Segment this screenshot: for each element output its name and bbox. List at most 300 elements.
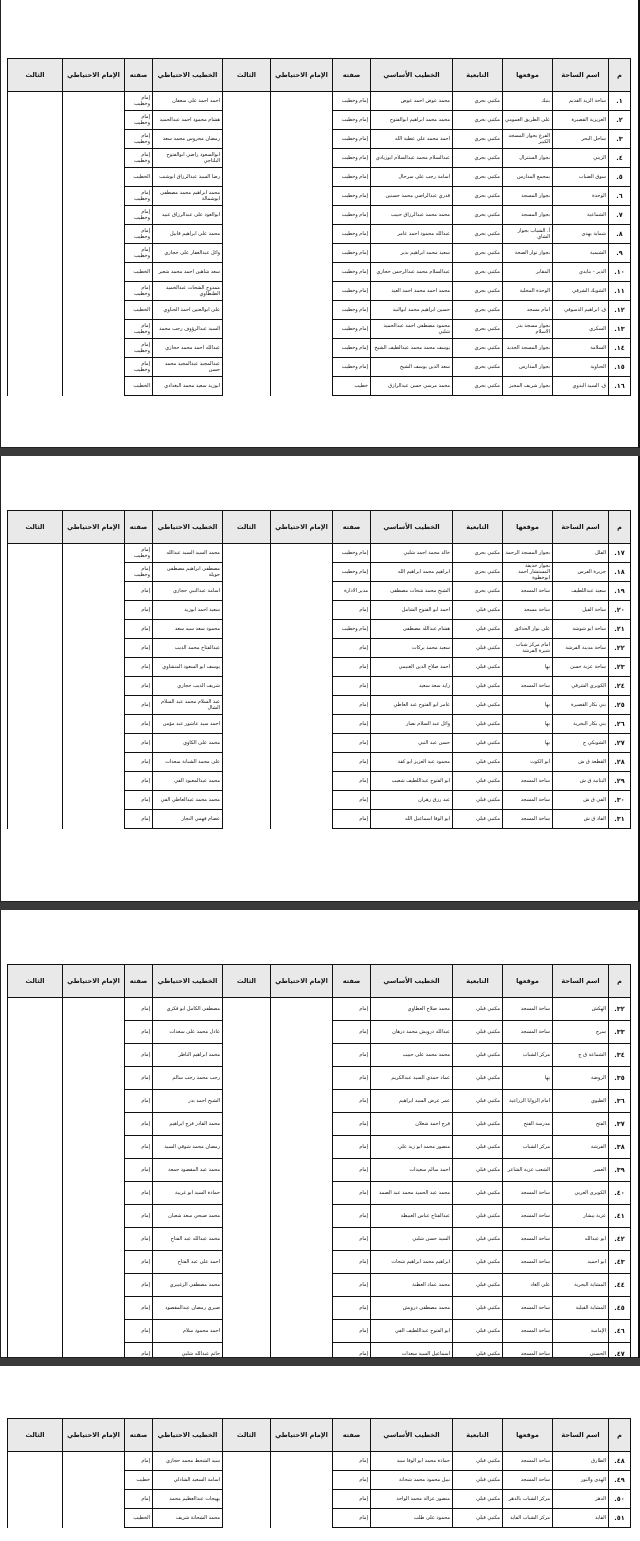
- preacher-status-cell: إمام: [333, 1509, 371, 1528]
- row-number-cell: ٤٧.: [609, 1343, 631, 1366]
- empty-cell: [8, 998, 63, 1021]
- mosque-name-cell: البتانية ق ش: [553, 772, 609, 791]
- backup-status-cell: إمام وخطيب: [125, 225, 153, 244]
- mosque-name-cell: عزبة بيشار: [553, 1205, 609, 1228]
- table-row: [8, 677, 631, 696]
- empty-cell: [223, 1452, 271, 1471]
- table-row: [8, 187, 631, 206]
- row-number-cell: ١.: [609, 92, 631, 111]
- empty-cell: [63, 1159, 125, 1182]
- empty-cell: [223, 1509, 271, 1528]
- location-cell: ساحة المسجد: [503, 677, 553, 696]
- empty-cell: [63, 998, 125, 1021]
- location-cell: مركز الشباب: [503, 1136, 553, 1159]
- preacher-status-cell: إمام: [333, 601, 371, 620]
- empty-cell: [8, 339, 63, 358]
- empty-cell: [271, 639, 333, 658]
- empty-cell: [8, 206, 63, 225]
- column-header-third1: الثالث: [223, 965, 271, 998]
- main-preacher-cell: حمادة محمد ابو الوفا سيد: [371, 1452, 453, 1471]
- backup-status-cell: إمام وخطيب: [125, 111, 153, 130]
- affiliation-cell: مكتبي قبلي: [453, 1320, 503, 1343]
- row-number-cell: ٣٥.: [609, 1067, 631, 1090]
- location-cell: بجوار مسجد بدر الاسلام: [503, 320, 553, 339]
- main-preacher-cell: حسين ابراهيم محمد ابوالنيد: [371, 301, 453, 320]
- main-preacher-cell: محمود مصطفى احمد عبدالحميد شلبي: [371, 320, 453, 339]
- empty-cell: [271, 1021, 333, 1044]
- row-number-cell: ٣١.: [609, 810, 631, 829]
- table-row: [8, 206, 631, 225]
- mosque-name-cell: ابو عبدالله: [553, 1228, 609, 1251]
- location-cell: بجوار المسجد الجديد: [503, 339, 553, 358]
- empty-cell: [8, 111, 63, 130]
- backup-status-cell: إمام وخطيب: [125, 206, 153, 225]
- row-number-cell: ٣٣.: [609, 1021, 631, 1044]
- location-cell: ساحة المسجد: [503, 791, 553, 810]
- preacher-status-cell: إمام: [333, 1297, 371, 1320]
- assignment-table-page-1: [7, 58, 631, 396]
- table-row: [8, 582, 631, 601]
- empty-cell: [8, 225, 63, 244]
- backup-preacher-cell: محمد القادر فرج ابراهيم: [153, 1113, 223, 1136]
- row-number-cell: ٣٨.: [609, 1136, 631, 1159]
- backup-status-cell: إمام: [125, 639, 153, 658]
- backup-preacher-cell: محمد صبحي سعد شعبان: [153, 1205, 223, 1228]
- table-row: [8, 772, 631, 791]
- preacher-status-cell: إمام: [333, 1274, 371, 1297]
- backup-status-cell: إمام: [125, 1113, 153, 1136]
- page-gap: [0, 902, 640, 910]
- empty-cell: [63, 772, 125, 791]
- empty-cell: [223, 320, 271, 339]
- empty-cell: [63, 1251, 125, 1274]
- empty-cell: [271, 92, 333, 111]
- row-number-cell: ٤٣.: [609, 1251, 631, 1274]
- affiliation-cell: مكتبي بحري: [453, 301, 503, 320]
- backup-status-cell: إمام وخطيب: [125, 282, 153, 301]
- location-cell: على الغاد: [503, 1274, 553, 1297]
- empty-cell: [223, 620, 271, 639]
- preacher-status-cell: إمام: [333, 1067, 371, 1090]
- empty-cell: [223, 377, 271, 396]
- column-header-third2: الثالث: [8, 59, 63, 92]
- affiliation-cell: مكتبي قبلي: [453, 1182, 503, 1205]
- backup-preacher-cell: رجب محمد رجب سالم: [153, 1067, 223, 1090]
- empty-cell: [223, 244, 271, 263]
- preacher-status-cell: إمام: [333, 1113, 371, 1136]
- mosque-name-cell: العزيزية القصيرة: [553, 111, 609, 130]
- location-cell: ساحة المسجد: [503, 1228, 553, 1251]
- empty-cell: [8, 696, 63, 715]
- column-header-third1: الثالث: [223, 511, 271, 544]
- affiliation-cell: مكتبي بحري: [453, 339, 503, 358]
- empty-cell: [223, 1228, 271, 1251]
- backup-preacher-cell: محمود سعد سيد سعد: [153, 620, 223, 639]
- empty-cell: [223, 582, 271, 601]
- row-number-cell: ٥٠.: [609, 1490, 631, 1509]
- location-cell: بها: [503, 696, 553, 715]
- empty-cell: [63, 377, 125, 396]
- preacher-status-cell: إمام: [333, 791, 371, 810]
- preacher-status-cell: إمام: [333, 734, 371, 753]
- main-preacher-cell: محمد مصطفى درويش: [371, 1297, 453, 1320]
- preacher-status-cell: إمام: [333, 1471, 371, 1490]
- mosque-name-cell: سعيد عبداللطيف: [553, 582, 609, 601]
- empty-cell: [223, 358, 271, 377]
- backup-status-cell: إمام وخطيب: [125, 358, 153, 377]
- empty-cell: [223, 1205, 271, 1228]
- row-number-cell: ٢.: [609, 111, 631, 130]
- main-preacher-cell: زايد سعد سعيد: [371, 677, 453, 696]
- main-preacher-cell: محمد مرسي حسن عبدالرازق: [371, 377, 453, 396]
- backup-preacher-cell: رضا السيد عبدالرزاق ابوشنب: [153, 168, 223, 187]
- table-row: [8, 111, 631, 130]
- empty-cell: [223, 1090, 271, 1113]
- empty-cell: [271, 601, 333, 620]
- table-row: [8, 601, 631, 620]
- empty-cell: [223, 1320, 271, 1343]
- empty-cell: [8, 734, 63, 753]
- empty-cell: [8, 1090, 63, 1113]
- main-preacher-cell: محمد عماد العطنة: [371, 1274, 453, 1297]
- empty-cell: [8, 168, 63, 187]
- location-cell: بها: [503, 658, 553, 677]
- empty-cell: [8, 1509, 63, 1528]
- table-header-row: [8, 1419, 631, 1452]
- row-number-cell: ١٣.: [609, 320, 631, 339]
- backup-preacher-cell: على محمد الشبانة سعدات: [153, 753, 223, 772]
- empty-cell: [223, 225, 271, 244]
- mosque-name-cell: الشوبك الشرقي: [553, 282, 609, 301]
- main-preacher-cell: ابو الفتوح عبداللطيف شعيب: [371, 772, 453, 791]
- mosque-name-cell: القطعة ق ش: [553, 753, 609, 772]
- location-cell: بها: [503, 715, 553, 734]
- main-preacher-cell: احمد ابو الفتوح الشامل: [371, 601, 453, 620]
- location-cell: ساحة المسجد: [503, 1182, 553, 1205]
- empty-cell: [63, 639, 125, 658]
- mosque-name-cell: الحسنى: [553, 1343, 609, 1366]
- affiliation-cell: مكتبي قبلي: [453, 810, 503, 829]
- table-row: [8, 563, 631, 582]
- backup-preacher-cell: بهيجات عبدالعظيم محمد: [153, 1490, 223, 1509]
- column-header-imam1: الإمام الاحتياطي: [271, 59, 333, 92]
- empty-cell: [223, 1021, 271, 1044]
- affiliation-cell: مكتبي قبلي: [453, 1297, 503, 1320]
- affiliation-cell: مكتبي قبلي: [453, 658, 503, 677]
- backup-status-cell: الخطيب: [125, 263, 153, 282]
- main-preacher-cell: ابراهيم محمد ابراهيم شحات: [371, 1251, 453, 1274]
- empty-cell: [271, 677, 333, 696]
- row-number-cell: ٢٩.: [609, 772, 631, 791]
- backup-preacher-cell: حمادة السيد ابو غريبة: [153, 1182, 223, 1205]
- empty-cell: [63, 149, 125, 168]
- empty-cell: [271, 791, 333, 810]
- row-number-cell: ٢٦.: [609, 715, 631, 734]
- row-number-cell: ٨.: [609, 225, 631, 244]
- empty-cell: [8, 1228, 63, 1251]
- table-row: [8, 92, 631, 111]
- assignment-table-page-3: [7, 964, 631, 1366]
- row-number-cell: ١٢.: [609, 301, 631, 320]
- backup-status-cell: إمام: [125, 582, 153, 601]
- affiliation-cell: مكتبي قبلي: [453, 1452, 503, 1471]
- affiliation-cell: مكتبي قبلي: [453, 1021, 503, 1044]
- table-row: [8, 998, 631, 1021]
- empty-cell: [63, 677, 125, 696]
- affiliation-cell: مكتبي قبلي: [453, 1343, 503, 1366]
- empty-cell: [63, 753, 125, 772]
- location-cell: المقابر: [503, 263, 553, 282]
- empty-cell: [271, 696, 333, 715]
- backup-status-cell: إمام: [125, 658, 153, 677]
- preacher-status-cell: إمام وخطيب: [333, 187, 371, 206]
- empty-cell: [223, 92, 271, 111]
- table-row: [8, 1490, 631, 1509]
- backup-preacher-cell: مصطفى ابراهيم مصطفى حويلة: [153, 563, 223, 582]
- row-number-cell: ٤٩.: [609, 1471, 631, 1490]
- column-header-imam2: الإمام الاحتياطي: [63, 511, 125, 544]
- empty-cell: [63, 301, 125, 320]
- table-row: [8, 1251, 631, 1274]
- row-number-cell: ٣.: [609, 130, 631, 149]
- backup-status-cell: الخطيب: [125, 1509, 153, 1528]
- affiliation-cell: مكتبي قبلي: [453, 791, 503, 810]
- empty-cell: [271, 1044, 333, 1067]
- empty-cell: [63, 734, 125, 753]
- column-header-location: موقعها: [503, 511, 553, 544]
- document-page-1: [0, 0, 640, 448]
- empty-cell: [223, 1297, 271, 1320]
- empty-cell: [223, 658, 271, 677]
- assignment-table-page-4: [7, 1418, 631, 1528]
- backup-preacher-cell: رمضان محمد شوقي السيد: [153, 1136, 223, 1159]
- empty-cell: [271, 149, 333, 168]
- column-header-main-preacher: الخطيب الأساسي: [371, 965, 453, 998]
- location-cell: بها: [503, 1067, 553, 1090]
- row-number-cell: ١٩.: [609, 582, 631, 601]
- row-number-cell: ٤٠.: [609, 1182, 631, 1205]
- table-row: [8, 1205, 631, 1228]
- column-header-num: م: [609, 1419, 631, 1452]
- empty-cell: [63, 1067, 125, 1090]
- main-preacher-cell: محمد محمد على حبيب: [371, 1044, 453, 1067]
- preacher-status-cell: إمام وخطيب: [333, 320, 371, 339]
- empty-cell: [63, 111, 125, 130]
- affiliation-cell: مكتبي قبلي: [453, 601, 503, 620]
- mosque-name-cell: ساحة ابو شوشة: [553, 620, 609, 639]
- backup-preacher-cell: حاتم عبدالله شلبي: [153, 1343, 223, 1366]
- empty-cell: [8, 1274, 63, 1297]
- main-preacher-cell: ابو الوفا اسماعيل الله: [371, 810, 453, 829]
- row-number-cell: ٤٨.: [609, 1452, 631, 1471]
- empty-cell: [63, 282, 125, 301]
- empty-cell: [223, 1113, 271, 1136]
- mosque-name-cell: الروضة: [553, 1067, 609, 1090]
- main-preacher-cell: ابراهيم محمد ابراهيم الله: [371, 563, 453, 582]
- backup-status-cell: الخطيب: [125, 377, 153, 396]
- empty-cell: [63, 1228, 125, 1251]
- mosque-name-cell: بني بكار البحرية: [553, 715, 609, 734]
- location-cell: بنيك: [503, 92, 553, 111]
- backup-status-cell: إمام: [125, 696, 153, 715]
- empty-cell: [223, 149, 271, 168]
- row-number-cell: ١٨.: [609, 563, 631, 582]
- location-cell: أ. الشباب بجوار الشاي: [503, 225, 553, 244]
- affiliation-cell: مكتبي قبلي: [453, 639, 503, 658]
- column-header-affiliation: التابعية: [453, 965, 503, 998]
- row-number-cell: ٢٣.: [609, 658, 631, 677]
- backup-status-cell: إمام: [125, 1044, 153, 1067]
- empty-cell: [63, 1320, 125, 1343]
- backup-preacher-cell: ابوزيد سعيد محمد البغدادي: [153, 377, 223, 396]
- backup-status-cell: إمام: [125, 1320, 153, 1343]
- column-header-status1: صفته: [333, 59, 371, 92]
- backup-status-cell: إمام: [125, 1136, 153, 1159]
- row-number-cell: ٦.: [609, 187, 631, 206]
- mosque-name-cell: ساحة مدينة الفرشة: [553, 639, 609, 658]
- main-preacher-cell: محمود عبد العزيز ابو كفة: [371, 753, 453, 772]
- empty-cell: [223, 1067, 271, 1090]
- empty-cell: [271, 810, 333, 829]
- row-number-cell: ٢٧.: [609, 734, 631, 753]
- empty-cell: [271, 301, 333, 320]
- table-header-row: [8, 511, 631, 544]
- location-cell: ساحة مسجد: [503, 601, 553, 620]
- backup-status-cell: إمام وخطيب: [125, 187, 153, 206]
- empty-cell: [271, 320, 333, 339]
- empty-cell: [63, 1182, 125, 1205]
- preacher-status-cell: إمام وخطيب: [333, 282, 371, 301]
- mosque-name-cell: سرج: [553, 1021, 609, 1044]
- table-row: [8, 544, 631, 563]
- empty-cell: [223, 1471, 271, 1490]
- column-header-status2: صفته: [125, 511, 153, 544]
- mosque-name-cell: العسر: [553, 1159, 609, 1182]
- column-header-imam2: الإمام الاحتياطي: [63, 1419, 125, 1452]
- affiliation-cell: مكتبي قبلي: [453, 1274, 503, 1297]
- main-preacher-cell: عبدالفتاح عباس العبيطة: [371, 1205, 453, 1228]
- preacher-status-cell: إمام: [333, 677, 371, 696]
- row-number-cell: ٤.: [609, 149, 631, 168]
- table-row: [8, 639, 631, 658]
- mosque-name-cell: ابو احميد: [553, 1251, 609, 1274]
- affiliation-cell: مكتبي بحري: [453, 187, 503, 206]
- table-row: [8, 168, 631, 187]
- preacher-status-cell: إمام وخطيب: [333, 130, 371, 149]
- backup-preacher-cell: احمد محمود سلام: [153, 1320, 223, 1343]
- preacher-status-cell: إمام: [333, 715, 371, 734]
- backup-status-cell: إمام: [125, 1343, 153, 1366]
- backup-preacher-cell: ابوالسعود راضي ابوالفتوح البلتاجي: [153, 149, 223, 168]
- row-number-cell: ٤٦.: [609, 1320, 631, 1343]
- empty-cell: [8, 263, 63, 282]
- empty-cell: [223, 1044, 271, 1067]
- row-number-cell: ٤١.: [609, 1205, 631, 1228]
- column-header-status2: صفته: [125, 59, 153, 92]
- location-cell: بجوار السنترال: [503, 149, 553, 168]
- main-preacher-cell: عامر ابو الفتوح عبد العاطي: [371, 696, 453, 715]
- table-row: [8, 1297, 631, 1320]
- column-header-imam2: الإمام الاحتياطي: [63, 965, 125, 998]
- preacher-status-cell: إمام وخطيب: [333, 563, 371, 582]
- table-row: [8, 1320, 631, 1343]
- row-number-cell: ٢٤.: [609, 677, 631, 696]
- backup-preacher-cell: محمد الشحاتة شريف: [153, 1509, 223, 1528]
- preacher-status-cell: مدير الادارة: [333, 582, 371, 601]
- empty-cell: [223, 639, 271, 658]
- empty-cell: [63, 320, 125, 339]
- main-preacher-cell: محمد عبد الحميد محمد عبد الصمد: [371, 1182, 453, 1205]
- table-row: [8, 1044, 631, 1067]
- empty-cell: [63, 1136, 125, 1159]
- mosque-name-cell: السلامة: [553, 339, 609, 358]
- row-number-cell: ١٧.: [609, 544, 631, 563]
- table-row: [8, 1452, 631, 1471]
- table-row: [8, 753, 631, 772]
- backup-status-cell: إمام: [125, 998, 153, 1021]
- column-header-affiliation: التابعية: [453, 59, 503, 92]
- affiliation-cell: مكتبي بحري: [453, 358, 503, 377]
- backup-preacher-cell: سعد شاهين احمد محمد شعير: [153, 263, 223, 282]
- table-row: [8, 1136, 631, 1159]
- empty-cell: [223, 206, 271, 225]
- empty-cell: [223, 187, 271, 206]
- empty-cell: [271, 130, 333, 149]
- empty-cell: [271, 1452, 333, 1471]
- location-cell: امام مركز شباب شبرة الفرشة: [503, 639, 553, 658]
- affiliation-cell: مكتبي بحري: [453, 263, 503, 282]
- mosque-name-cell: الفلل: [553, 544, 609, 563]
- mosque-name-cell: ساحل البحر: [553, 130, 609, 149]
- row-number-cell: ١١.: [609, 282, 631, 301]
- empty-cell: [271, 620, 333, 639]
- main-preacher-cell: اسماعيل السيد سعدات: [371, 1343, 453, 1366]
- mosque-name-cell: جزيرة الفرس: [553, 563, 609, 582]
- location-cell: مركز الشباب: [503, 1044, 553, 1067]
- row-number-cell: ٧.: [609, 206, 631, 225]
- column-header-third2: الثالث: [8, 511, 63, 544]
- main-preacher-cell: عبد رزق زهران: [371, 791, 453, 810]
- main-preacher-cell: سعد الدين يوسف الشيخ: [371, 358, 453, 377]
- mosque-name-cell: ق. ابراهيم الدسوقي: [553, 301, 609, 320]
- main-preacher-cell: منصور عزالة محمد الواحد: [371, 1490, 453, 1509]
- empty-cell: [271, 563, 333, 582]
- empty-cell: [8, 92, 63, 111]
- mosque-name-cell: الدهر: [553, 1490, 609, 1509]
- affiliation-cell: مكتبي بحري: [453, 377, 503, 396]
- column-header-third2: الثالث: [8, 965, 63, 998]
- empty-cell: [271, 111, 333, 130]
- main-preacher-cell: منصور محمد ابو زيد علي: [371, 1136, 453, 1159]
- empty-cell: [223, 998, 271, 1021]
- preacher-status-cell: إمام وخطيب: [333, 620, 371, 639]
- table-row: [8, 320, 631, 339]
- empty-cell: [63, 696, 125, 715]
- table-row: [8, 696, 631, 715]
- empty-cell: [271, 582, 333, 601]
- column-header-num: م: [609, 59, 631, 92]
- affiliation-cell: مكتبي قبلي: [453, 620, 503, 639]
- backup-preacher-cell: عبدالفتاح محمد الديب: [153, 639, 223, 658]
- affiliation-cell: مكتبي بحري: [453, 111, 503, 130]
- preacher-status-cell: إمام: [333, 658, 371, 677]
- location-cell: على نوار الحدائق: [503, 620, 553, 639]
- location-cell: ساحة المسجد: [503, 1297, 553, 1320]
- empty-cell: [63, 544, 125, 563]
- column-header-num: م: [609, 511, 631, 544]
- backup-status-cell: إمام: [125, 1159, 153, 1182]
- empty-cell: [8, 1251, 63, 1274]
